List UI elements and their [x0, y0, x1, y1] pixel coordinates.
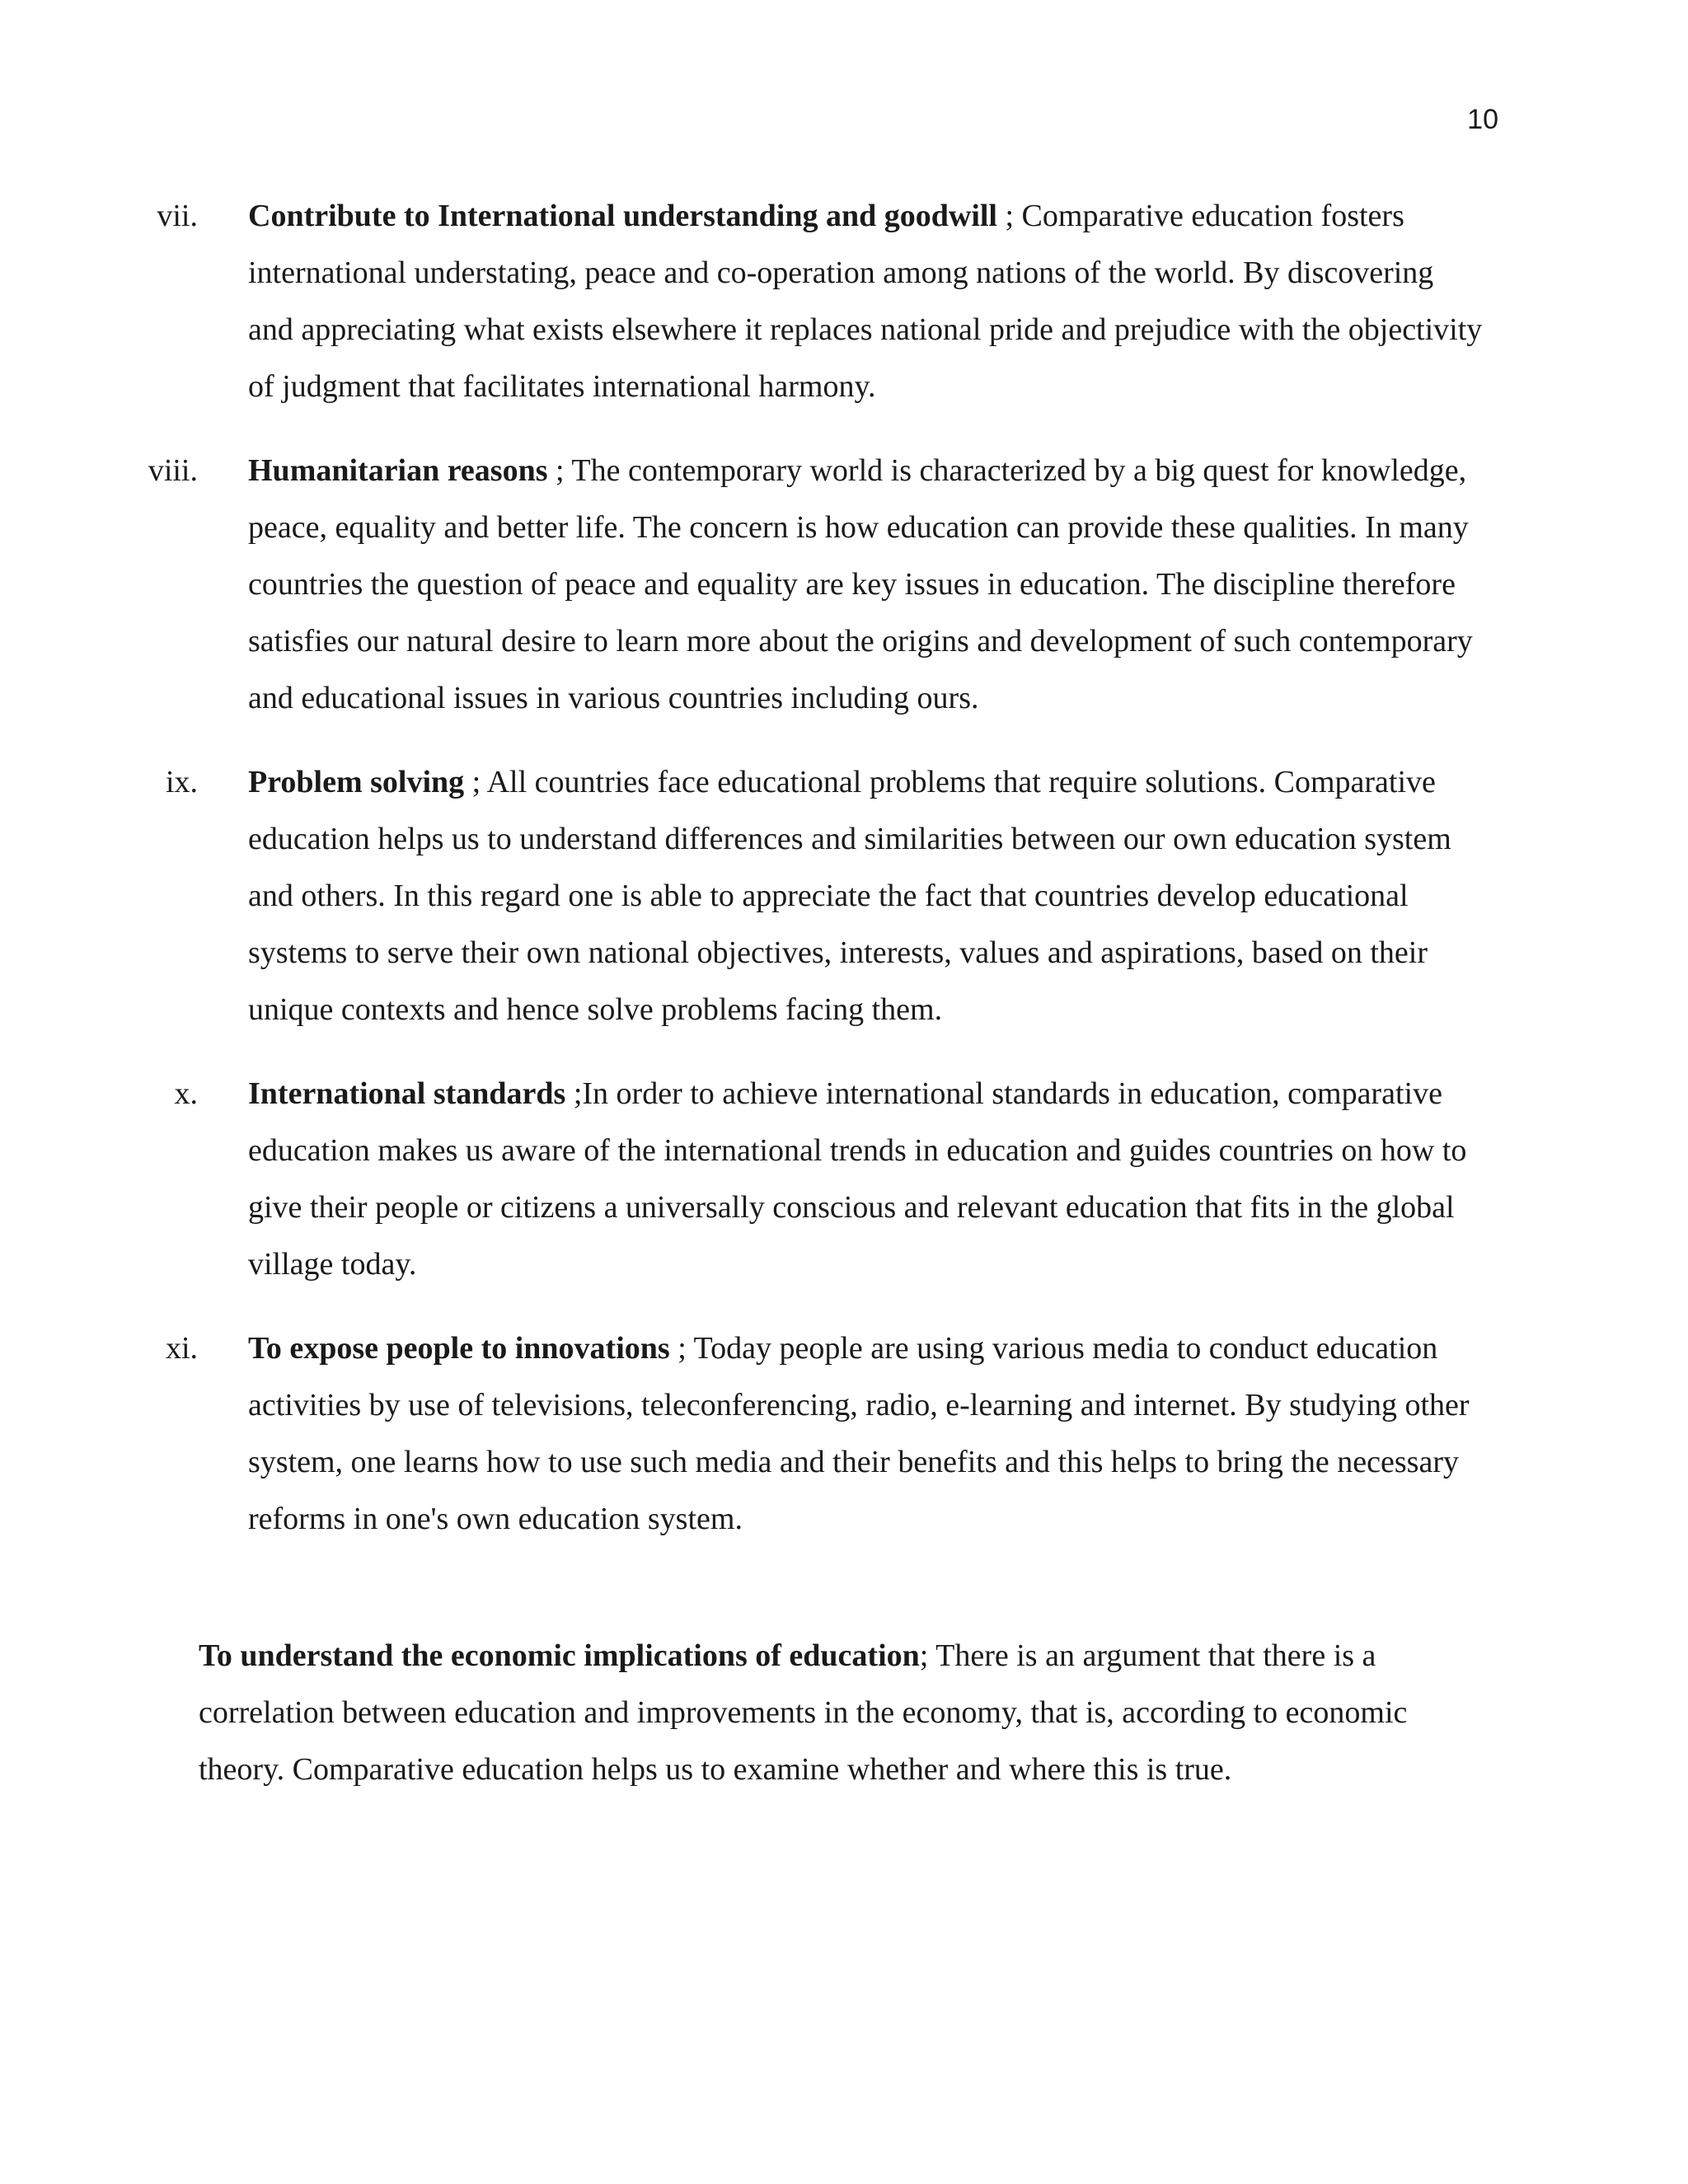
list-item-text [248, 188, 1484, 415]
closing-term: To understand the economic implications of education [199, 1638, 920, 1673]
list-item [0, 188, 1688, 415]
list-item-text [248, 1320, 1484, 1548]
item-term: Humanitarian reasons [248, 453, 548, 488]
list-item [0, 1320, 1688, 1548]
list-item-text [248, 754, 1484, 1038]
list-numeral: vii. [157, 199, 198, 233]
closing-paragraph [199, 1628, 1484, 1798]
item-body: ; Today people are using various media to conduct education activities by use of televisions, teleconferencing, radio, e-learning and internet. By studying other system, one learns how to use such media and their benefits and this helps to bring the necessary reforms in one's own education system. [248, 1331, 1470, 1536]
list-numeral: x. [174, 1076, 198, 1111]
page-number: 10 [1467, 104, 1498, 135]
list-numeral: xi. [165, 1331, 198, 1366]
list-item [0, 1066, 1688, 1293]
item-term: International standards [248, 1076, 566, 1111]
item-body: ; All countries face educational problems that require solutions. Comparative education helps us to understand differences and similarities between our own education system and others. In this regard one is able to appreciate the fact that countries develop educational systems to serve their own national objectives, interests, values and aspirations, based on their unique contexts and hence solve problems facing them. [248, 765, 1451, 1027]
item-body: ;In order to achieve international standards in education, comparative education makes us aware of the international trends in education and guides countries on how to give their people or citizens a universally conscious and relevant education that fits in the global village today. [248, 1076, 1467, 1282]
item-body: ; Comparative education fosters international understating, peace and co-operation among nations of the world. By discovering and appreciating what exists elsewhere it replaces national pride and prejudice with the objectivity of judgment that facilitates international harmony. [248, 199, 1483, 404]
item-term: Problem solving [248, 765, 465, 799]
item-term: To expose people to innovations [248, 1331, 670, 1366]
list-numeral: ix. [165, 765, 198, 799]
list-item [0, 443, 1688, 727]
list-item-text [248, 1066, 1484, 1293]
item-term: Contribute to International understanding and goodwill [248, 199, 997, 233]
closing-body: ; There is an argument that there is a correlation between education and improvements in the economy, that is, according to economic theory. Comparative education helps us to examine whether and where this is true. [199, 1638, 1408, 1787]
list-item-text [248, 443, 1484, 727]
list-numeral: viii. [148, 453, 198, 488]
item-body: ; The contemporary world is characterized by a big quest for knowledge, peace, equality and better life. The concern is how education can provide these qualities. In many countries the question of peace and equality are key issues in education. The discipline therefore satisfies our natural desire to learn more about the origins and development of such contemporary and educational issues in various countries including ours. [248, 453, 1473, 715]
reasons-list [0, 188, 1688, 1575]
list-item [0, 754, 1688, 1038]
